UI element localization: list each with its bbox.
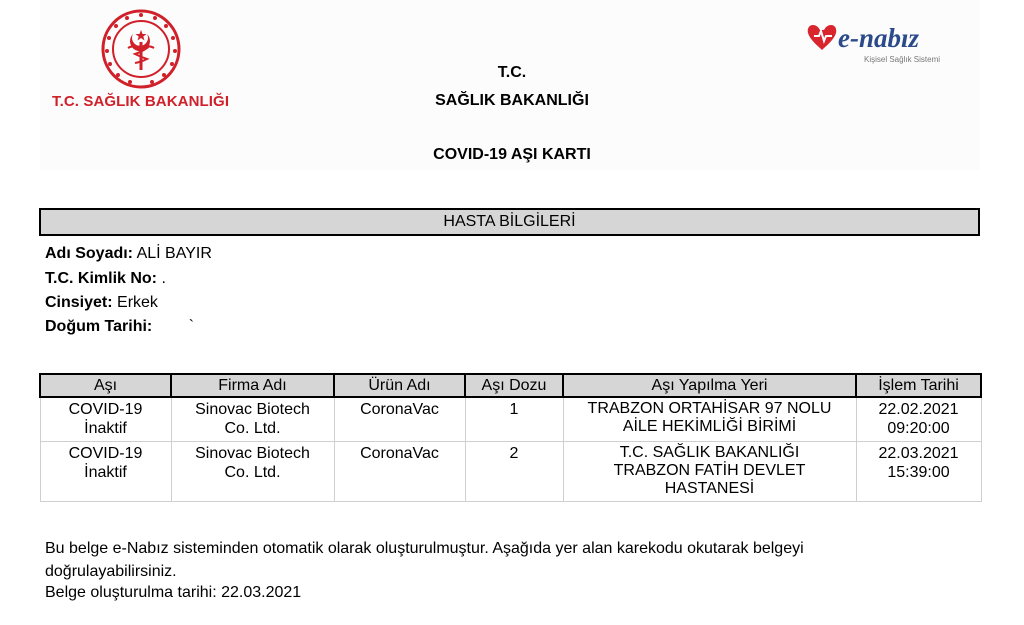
footer-note: [45, 537, 945, 583]
patient-name-row: [45, 245, 212, 263]
patient-tc-label: T.C. Kimlik No:: [45, 270, 158, 287]
title-ministry: SAĞLIK BAKANLIĞI: [435, 92, 589, 109]
table-header-row: [40, 374, 981, 397]
cell-vaccine: COVID-19 İnaktif: [40, 442, 171, 502]
footer-note-line2: doğrulayabilirsiniz.: [45, 563, 177, 580]
column-header-dose: Aşı Dozu: [465, 374, 563, 397]
cell-company: Sinovac Biotech Co. Ltd.: [171, 397, 334, 442]
patient-gender-row: [45, 294, 158, 312]
table-row: [40, 397, 981, 442]
cell-place: TRABZON ORTAHİSAR 97 NOLU AİLE HEKİMLİĞİ BİRİMİ: [563, 397, 856, 442]
patient-name-label: Adı Soyadı:: [45, 245, 134, 262]
column-header-company: Firma Adı: [171, 374, 334, 397]
enabiz-logo: [806, 18, 966, 66]
cell-company: Sinovac Biotech Co. Ltd.: [171, 442, 334, 502]
patient-gender-label: Cinsiyet:: [45, 294, 113, 311]
cell-vaccine: COVID-19 İnaktif: [40, 397, 171, 442]
column-header-vaccine: Aşı: [40, 374, 171, 397]
cell-product: CoronaVac: [334, 397, 465, 442]
footer-note-line1: Bu belge e-Nabız sisteminden otomatik olarak oluşturulmuştur. Aşağıda yer alan karekodu okutarak belgeyi: [45, 540, 804, 557]
patient-tc-value: .: [161, 270, 166, 287]
document-created-label: Belge oluşturulma tarihi:: [45, 584, 217, 601]
column-header-place: Aşı Yapılma Yeri: [563, 374, 856, 397]
patient-gender-value: Erkek: [117, 294, 158, 311]
table-row: [40, 442, 981, 502]
cell-place: T.C. SAĞLIK BAKANLIĞI TRABZON FATİH DEVLET HASTANESİ: [563, 442, 856, 502]
vaccine-table: [39, 373, 982, 502]
enabiz-brand-text: e-nabız: [838, 23, 919, 53]
title-tc: T.C.: [497, 64, 527, 81]
patient-name-value: ALİ BAYIR: [136, 245, 212, 262]
patient-section-header: HASTA BİLGİLERİ: [39, 208, 980, 236]
patient-birth-value: `: [188, 318, 195, 335]
enabiz-tagline-text: Kişisel Sağlık Sistemi: [864, 55, 941, 64]
cell-dose: 2: [465, 442, 563, 502]
document-created-row: [45, 584, 301, 602]
cell-date: 22.02.2021 09:20:00: [856, 397, 981, 442]
column-header-date: İşlem Tarihi: [856, 374, 981, 397]
patient-birth-row: [45, 318, 194, 336]
cell-product: CoronaVac: [334, 442, 465, 502]
ministry-name-text: T.C. SAĞLIK BAKANLIĞI: [52, 93, 230, 110]
document-title: COVID-19 AŞI KARTI: [433, 146, 591, 163]
patient-tc-row: [45, 270, 166, 288]
document-created-value: 22.03.2021: [221, 584, 302, 601]
cell-date: 22.03.2021 15:39:00: [856, 442, 981, 502]
column-header-product: Ürün Adı: [334, 374, 465, 397]
patient-birth-label: Doğum Tarihi:: [45, 318, 153, 335]
cell-dose: 1: [465, 397, 563, 442]
